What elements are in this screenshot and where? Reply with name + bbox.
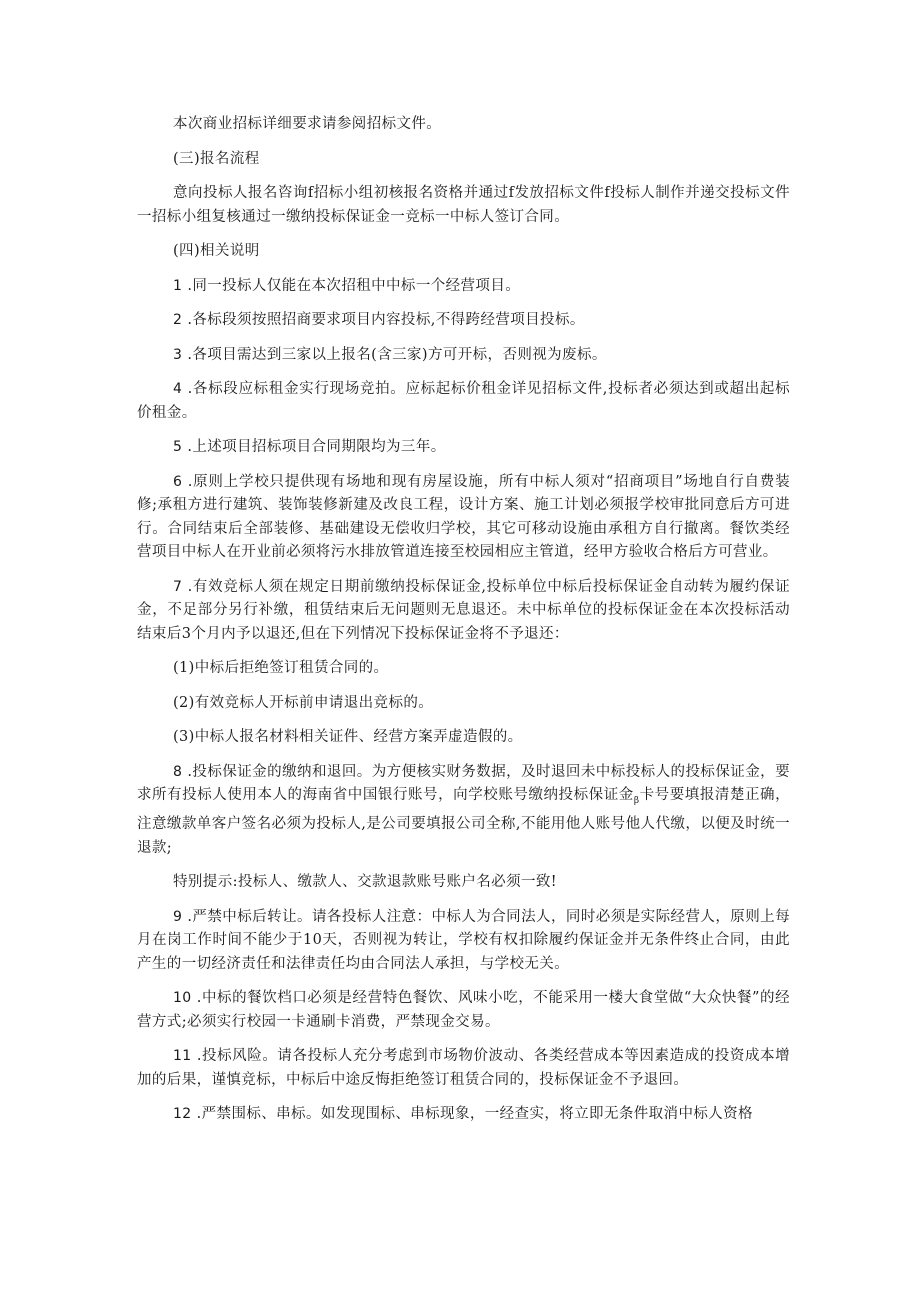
note-text-part-b: 卡号要填报清楚正确，注意缴款单客户签名必须为投标人,是公司要填报公司全称,不能用他人账号他人代缴，以便及时统一退款;: [137, 787, 791, 856]
special-notice: 特别提示:投标人、缴款人、交款退款账号账户名必须一致!: [173, 874, 558, 891]
note-number: 7: [173, 578, 183, 595]
note-item-11: [137, 1045, 790, 1092]
note-item-6: [137, 471, 790, 565]
note-text: .各项目需达到三家以上报名(含三家)方可开标，否则视为废标。: [187, 346, 607, 363]
note-text: .同一投标人仅能在本次招租中中标一个经营项目。: [187, 277, 521, 294]
note-item-8: [137, 761, 790, 861]
note-text: .投标风险。请各投标人充分考虑到市场物价波动、各类经营成本等因素造成的投资成本增加的后果，谨慎竞标，中标后中途反悔拒绝签订租赁合同的，投标保证金不予退回。: [137, 1048, 791, 1088]
note-text-part-a: .投标保证金的缴纳和退回。为方便核实财务数据，及时退回未中标投标人的投标保证金，要求所有投标人使用本人的海南省中国银行账号，向学校账号缴纳投标保证金: [137, 763, 790, 803]
note-number: 4: [173, 381, 183, 397]
note-number: 9: [173, 908, 183, 925]
note-text: .有效竞标人须在规定日期前缴纳投标保证金,投标单位中标后投标保证金自动转为履约保证金，不足部分另行补缴，租赁结束后无问题则无息退还。未中标单位的投标保证金在本次投标活动结束后3个月内予以退还,但在下列情况下投标保证金将不予退还：: [137, 578, 790, 642]
note-number: 2: [173, 312, 183, 328]
sub-item-3: (3)中标人报名材料相关证件、经营方案弄虚造假的。: [173, 729, 523, 745]
note-text: .各标段应标租金实行现场竞拍。应标起标价租金详见招标文件,投标者必须达到或超出起标价租金。: [137, 381, 790, 421]
note-item-7: [137, 576, 790, 647]
note-number: 6: [173, 473, 183, 490]
section-heading-notes: (四)相关说明: [173, 243, 260, 259]
note-number: 8: [173, 763, 183, 780]
note-text: .原则上学校只提供现有场地和现有房屋设施，所有中标人须对“招商项目”场地自行自费装修;承租方进行建筑、装饰装修新建及改良工程，设计方案、施工计划必须报学校审批同意后方可进行。合同结束后全部装修、基础建设无偿收归学校，其它可移动设施由承租方自行撤离。餐饮类经营项目中标人在开业前必须将污水排放管道连接至校园相应主管道，经甲方验收合格后方可营业。: [137, 473, 790, 560]
note-number: 3: [173, 346, 183, 363]
note-item-10: [137, 987, 790, 1034]
note-text: .严禁中标后转让。请各投标人注意：中标人为合同法人，同时必须是实际经营人，原则上每月在岗工作时间不能少于10天，否则视为转让，学校有权扣除履约保证金并无条件终止合同，由此产生的一切经济责任和法律责任均由合同法人承担，与学校无关。: [137, 908, 790, 972]
note-subscript-mark: β: [633, 795, 640, 806]
section-heading-registration-process: (三)报名流程: [173, 150, 260, 167]
note-number: 11: [173, 1048, 192, 1065]
note-item-3: [137, 344, 790, 368]
registration-process-paragraph: 意向投标人报名咨询f招标小组初核报名资格并通过f发放招标文件f投标人制作并递交投标文件一招标小组复核通过一缴纳投标保证金一竞标一中标人签订合同。: [137, 185, 790, 225]
note-number: 1: [173, 277, 183, 294]
note-number: 5: [173, 439, 183, 455]
sub-item-2: (2)有效竞标人开标前申请退出竞标的。: [173, 694, 434, 711]
intro-paragraph: 本次商业招标详细要求请参阅招标文件。: [173, 116, 442, 132]
note-text: .上述项目招标项目合同期限均为三年。: [187, 439, 446, 455]
note-number: 10: [173, 990, 192, 1007]
note-item-4: [137, 378, 790, 425]
sub-item-1: (1)中标后拒绝签订租赁合同的。: [173, 660, 389, 676]
note-number: 12: [173, 1106, 192, 1123]
note-item-9: [137, 906, 790, 977]
note-item-5: [137, 436, 790, 460]
note-text: .中标的餐饮档口必须是经营特色餐饮、风味小吃，不能采用一楼大食堂做“大众快餐”的经营方式;必须实行校园一卡通刷卡消费，严禁现金交易。: [137, 990, 790, 1030]
note-item-12: [137, 1103, 790, 1127]
note-item-2: [137, 309, 790, 333]
note-item-1: [137, 275, 790, 299]
note-text: .各标段须按照招商要求项目内容投标,不得跨经营项目投标。: [187, 312, 585, 328]
note-text: .严禁围标、串标。如发现围标、串标现象，一经查实，将立即无条件取消中标人资格: [196, 1106, 753, 1123]
